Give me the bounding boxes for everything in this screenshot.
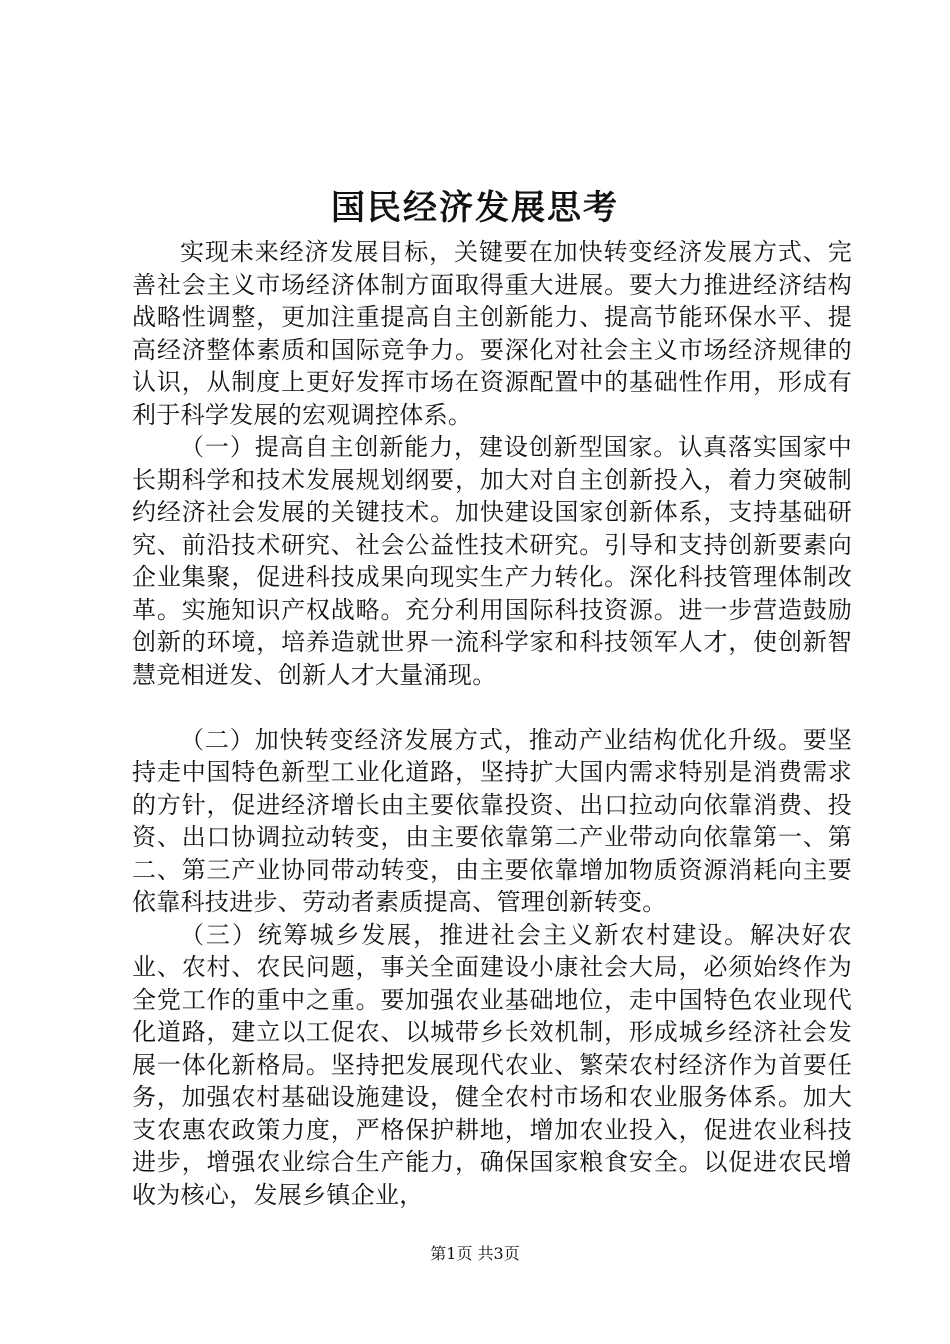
paragraph-section-2: （二）加快转变经济发展方式，推动产业结构优化升级。要坚持走中国特色新型工业化道路，坚持扩大国内需求特别是消费需求的方针，促进经济增长由主要依靠投资、出口拉动向依靠消费、投资、出口协调拉动转变，由主要依靠第二产业带动向依靠第一、第二、第三产业协同带动转变，由主要依靠增加物质资源消耗向主要依靠科技进步、劳动者素质提高、管理创新转变。 [132,725,852,916]
document-title: 国民经济发展思考 [331,188,619,228]
paragraph-section-1: （一）提高自主创新能力，建设创新型国家。认真落实国家中长期科学和技术发展规划纲要，加大对自主创新投入，着力突破制约经济社会发展的关键技术。加快建设国家创新体系，支持基础研究、前沿技术研究、社会公益性技术研究。引导和支持创新要素向企业集聚，促进科技成果向现实生产力转化。深化科技管理体制改革。实施知识产权战略。充分利用国际科技资源。进一步营造鼓励创新的环境，培养造就世界一流科学家和科技领军人才，使创新智慧竞相迸发、创新人才大量涌现。 [132,433,852,689]
page-number-footer: 第1页 共3页 [430,1244,520,1263]
document-body [132,236,852,1211]
paragraph-section-3: （三）统筹城乡发展，推进社会主义新农村建设。解决好农业、农村、农民问题，事关全面建设小康社会大局，必须始终作为全党工作的重中之重。要加强农业基础地位，走中国特色农业现代化道路，建立以工促农、以城带乡长效机制，形成城乡经济社会发展一体化新格局。坚持把发展现代农业、繁荣农村经济作为首要任务，加强农村基础设施建设，健全农村市场和农业服务体系。加大支农惠农政策力度，严格保护耕地，增加农业投入，促进农业科技进步，增强农业综合生产能力，确保国家粮食安全。以促进农民增收为核心，发展乡镇企业， [132,920,852,1209]
paragraph-spacer [132,691,852,724]
paragraph-intro: 实现未来经济发展目标，关键要在加快转变经济发展方式、完善社会主义市场经济体制方面取得重大进展。要大力推进经济结构战略性调整，更加注重提高自主创新能力、提高节能环保水平、提高经济整体素质和国际竞争力。要深化对社会主义市场经济规律的认识，从制度上更好发挥市场在资源配置中的基础性作用，形成有利于科学发展的宏观调控体系。 [132,238,852,429]
